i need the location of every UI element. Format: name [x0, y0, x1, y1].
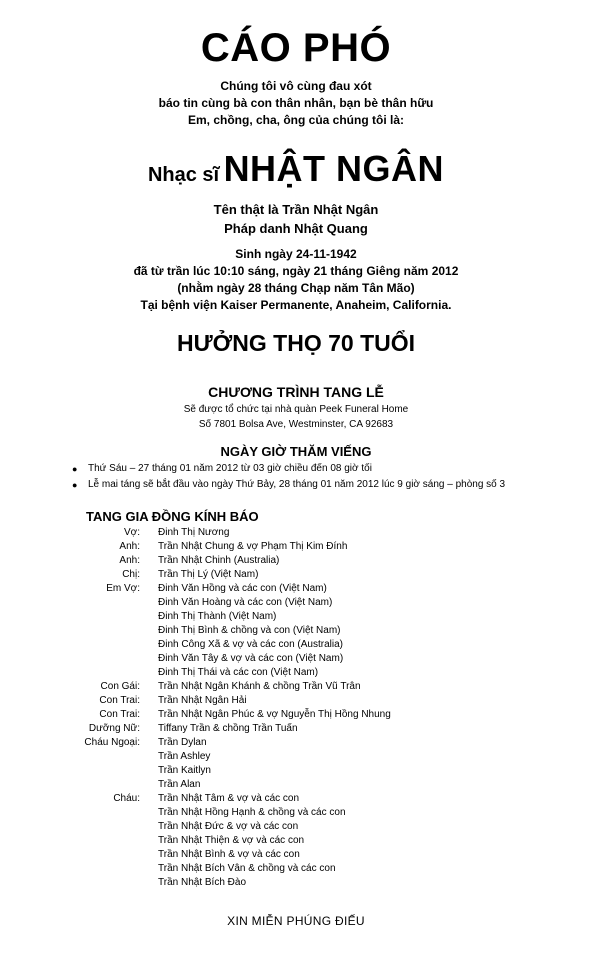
family-row: [60, 708, 560, 722]
family-role: [60, 610, 158, 624]
family-member-name: Trần Nhật Bình & vợ và các con: [158, 849, 300, 860]
dates-block: [0, 246, 592, 314]
program-line: Số 7801 Bolsa Ave, Westminster, CA 92683: [198, 419, 394, 430]
list-item: [72, 461, 582, 477]
family-member-name: Trần Thị Lý (Việt Nam): [158, 569, 259, 580]
family-row: [60, 554, 560, 568]
birth-date: Sinh ngày 24-11-1942: [235, 247, 357, 261]
family-role: [60, 806, 158, 820]
intro-text: [0, 78, 592, 129]
family-role: Anh:: [119, 541, 140, 552]
family-member-name: Trần Kaitlyn: [158, 765, 211, 776]
family-row: [60, 596, 560, 610]
family-member-name: Trần Ashley: [158, 751, 211, 762]
family-row: [60, 792, 560, 806]
visitation-item-text: Thứ Sáu – 27 tháng 01 năm 2012 từ 03 giờ chiều đến 08 giờ tối: [88, 463, 372, 474]
family-member-name: Trần Nhật Ngân Khánh & chồng Trần Vũ Trân: [158, 681, 361, 692]
visitation-list: [72, 461, 582, 493]
bullet-icon: ●: [72, 464, 78, 474]
family-member-name: Tiffany Trần & chồng Trần Tuấn: [158, 723, 298, 734]
list-item: [72, 477, 582, 493]
visitation-item-text: Lễ mai táng sẽ bắt đầu vào ngày Thứ Bảy, 28 tháng 01 năm 2012 lúc 9 giờ sáng – phòng số 3: [88, 479, 506, 490]
family-list: [60, 526, 560, 890]
family-row: [60, 778, 560, 792]
family-row: [60, 638, 560, 652]
dharma-name: Pháp danh Nhật Quang: [224, 221, 368, 236]
family-row: [60, 848, 560, 862]
family-row: [60, 694, 560, 708]
deceased-name: NHẬT NGÂN: [223, 148, 445, 189]
family-member-name: Trần Nhật Tâm & vợ và các con: [158, 793, 300, 804]
family-row: [60, 610, 560, 624]
family-row: [60, 652, 560, 666]
family-member-name: Trần Nhật Đức & vợ và các con: [158, 821, 299, 832]
family-role: [60, 876, 158, 890]
family-role: [60, 764, 158, 778]
family-member-name: Trần Nhật Chinh (Australia): [158, 555, 280, 566]
family-role: Dưỡng Nữ:: [88, 723, 140, 734]
family-member-name: Trần Alan: [158, 779, 201, 790]
family-member-name: Đinh Công Xã & vợ và các con (Australia): [158, 639, 343, 650]
family-member-name: Trần Dylan: [158, 737, 207, 748]
family-role: [60, 652, 158, 666]
program-line: Sẽ được tổ chức tại nhà quàn Peek Funeral Home: [183, 404, 409, 415]
family-role: [60, 862, 158, 876]
family-row: [60, 582, 560, 596]
death-place: Tại bệnh viện Kaiser Permanente, Anaheim, California.: [140, 298, 452, 312]
family-member-name: Trần Nhật Hồng Hạnh & chồng và các con: [158, 807, 346, 818]
family-role: [60, 820, 158, 834]
family-role: [60, 750, 158, 764]
family-member-name: Đinh Văn Hồng và các con (Việt Nam): [158, 583, 327, 594]
death-date: đã từ trần lúc 10:10 sáng, ngày 21 tháng Giêng năm 2012: [133, 264, 459, 278]
family-member-name: Đinh Thị Thái và các con (Việt Nam): [158, 667, 319, 678]
family-member-name: Trần Nhật Ngân Phúc & vợ Nguyễn Thị Hồng Nhung: [158, 709, 391, 720]
family-row: [60, 764, 560, 778]
lunar-date: (nhằm ngày 28 tháng Chạp năm Tân Mão): [177, 281, 415, 295]
family-member-name: Đinh Thị Bình & chồng và con (Việt Nam): [158, 625, 341, 636]
family-member-name: Trần Nhật Chung & vợ Phạm Thị Kim Đính: [158, 541, 348, 552]
family-member-name: Đinh Thị Thành (Việt Nam): [158, 611, 277, 622]
family-row: [60, 680, 560, 694]
family-role: [60, 666, 158, 680]
family-row: [60, 568, 560, 582]
family-role: Anh:: [119, 555, 140, 566]
family-role: Em Vợ:: [106, 583, 140, 594]
family-row: [60, 862, 560, 876]
family-row: [60, 876, 560, 890]
family-role: [60, 778, 158, 792]
deceased-name-line: [0, 148, 592, 190]
family-role: Chị:: [122, 569, 140, 580]
deceased-names: [0, 200, 592, 238]
family-row: [60, 806, 560, 820]
family-row: [60, 540, 560, 554]
family-heading: TANG GIA ĐỒNG KÍNH BÁO: [86, 509, 259, 524]
family-row: [60, 526, 560, 540]
deceased-title-prefix: Nhạc sĩ: [147, 164, 220, 186]
family-role: Vợ:: [123, 527, 140, 538]
family-role: [60, 834, 158, 848]
family-member-name: Đinh Văn Tây & vợ và các con (Việt Nam): [158, 653, 344, 664]
family-role: Con Trai:: [99, 709, 140, 720]
program-details: [0, 402, 592, 432]
family-member-name: Đinh Văn Hoàng và các con (Việt Nam): [158, 597, 333, 608]
family-member-name: Trần Nhật Bích Vân & chồng và các con: [158, 863, 336, 874]
real-name: Tên thật là Trần Nhật Ngân: [213, 202, 379, 217]
family-role: [60, 624, 158, 638]
family-role: [60, 848, 158, 862]
family-row: [60, 820, 560, 834]
family-member-name: Trần Nhật Ngân Hải: [158, 695, 247, 706]
intro-line: Chúng tôi vô cùng đau xót: [220, 79, 372, 93]
visitation-heading: NGÀY GIỜ THĂM VIẾNG: [220, 444, 372, 459]
family-row: [60, 750, 560, 764]
intro-line: Em, chồng, cha, ông của chúng tôi là:: [187, 113, 404, 127]
family-row: [60, 736, 560, 750]
closing-note: XIN MIỄN PHÚNG ĐIẾU: [227, 914, 365, 928]
age-heading: HƯỞNG THỌ 70 TUỔI: [176, 330, 416, 356]
family-role: [60, 596, 158, 610]
family-row: [60, 666, 560, 680]
page-title: CÁO PHÓ: [200, 26, 392, 70]
family-row: [60, 624, 560, 638]
family-member-name: Trần Nhật Bích Đào: [158, 877, 247, 888]
family-member-name: Trần Nhật Thiện & vợ và các con: [158, 835, 305, 846]
family-row: [60, 722, 560, 736]
family-role: Con Gái:: [100, 681, 140, 692]
intro-line: báo tin cùng bà con thân nhân, bạn bè thân hữu: [158, 96, 434, 110]
program-heading: CHƯƠNG TRÌNH TANG LỄ: [208, 384, 384, 400]
family-row: [60, 834, 560, 848]
family-role: Con Trai:: [99, 695, 140, 706]
bullet-icon: ●: [72, 480, 78, 490]
family-role: Cháu:: [113, 793, 140, 804]
family-role: [60, 638, 158, 652]
family-member-name: Đinh Thị Nương: [158, 527, 230, 538]
family-role: Cháu Ngoại:: [84, 737, 140, 748]
